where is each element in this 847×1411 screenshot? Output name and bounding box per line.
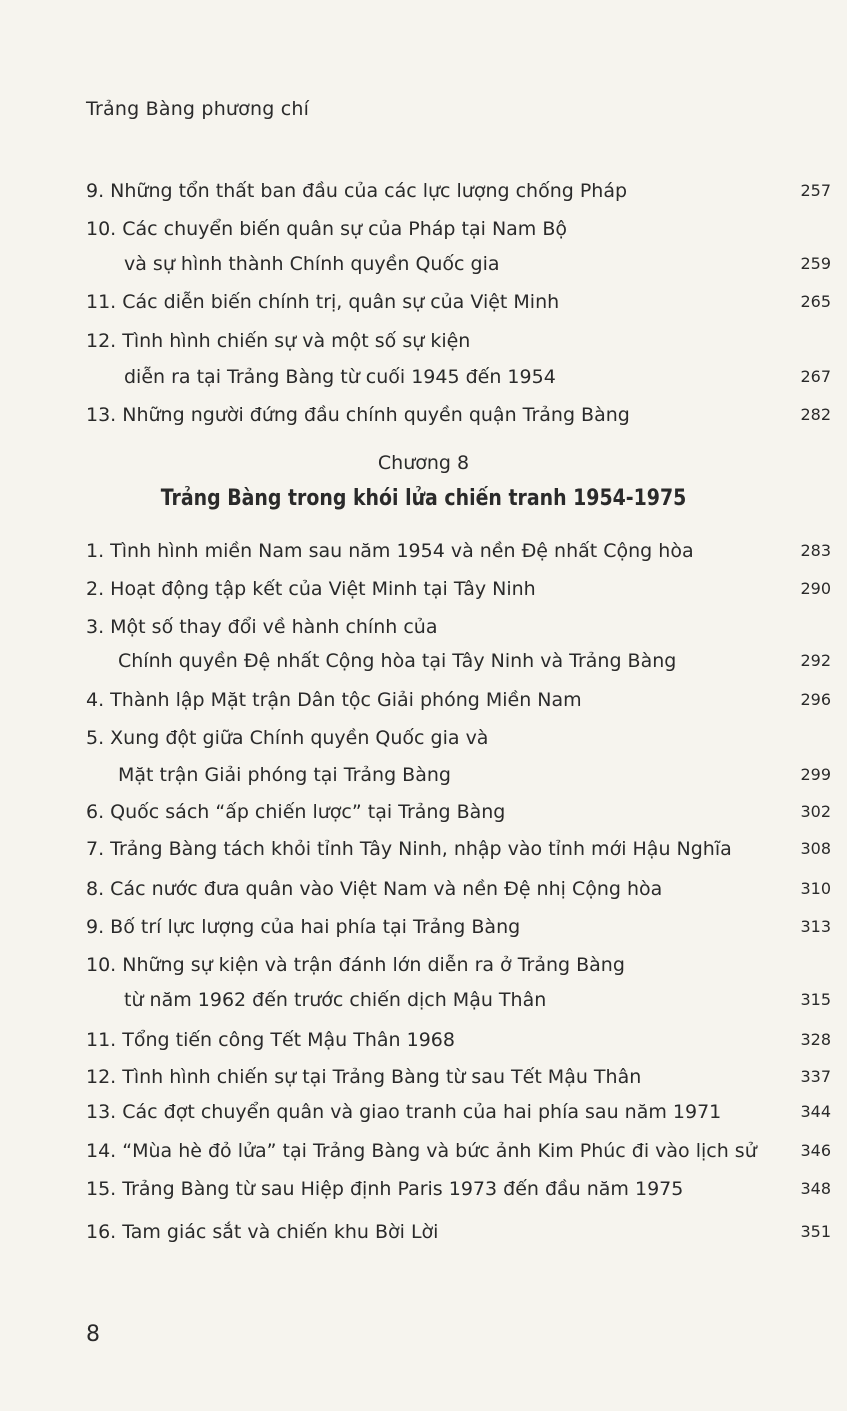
toc-entry-text: 9. Bố trí lực lượng của hai phía tại Trảng Bàng [86,916,521,938]
toc-entry-page: 344 [800,1102,831,1121]
toc-entry-page: 328 [800,1030,831,1049]
chapter-title: Trảng Bàng trong khói lửa chiến tranh 1954-1975 [160,486,687,511]
toc-entry [86,214,831,244]
toc-entry-text: từ năm 1962 đến trước chiến dịch Mậu Thân [124,989,547,1011]
toc-entry [86,249,831,279]
running-header: Trảng Bàng phương chí [86,98,310,120]
toc-entry [86,834,831,864]
toc-entry-text: 12. Tình hình chiến sự tại Trảng Bàng từ sau Tết Mậu Thân [86,1066,642,1088]
toc-entry [86,1062,831,1092]
toc-entry-text: 4. Thành lập Mặt trận Dân tộc Giải phóng Miền Nam [86,689,582,711]
toc-entry-text: diễn ra tại Trảng Bàng từ cuối 1945 đến 1954 [124,366,556,388]
toc-entry-text: 3. Một số thay đổi về hành chính của [86,616,438,638]
toc-entry [86,1136,831,1166]
toc-entry-text: Chính quyền Đệ nhất Cộng hòa tại Tây Ninh và Trảng Bàng [118,650,677,672]
toc-entry-text: 11. Các diễn biến chính trị, quân sự của Việt Minh [86,291,560,313]
toc-entry-text: 2. Hoạt động tập kết của Việt Minh tại Tây Ninh [86,578,536,600]
toc-entry-text: 16. Tam giác sắt và chiến khu Bời Lời [86,1221,439,1243]
toc-entry [86,646,831,676]
toc-entry-page: 259 [800,254,831,273]
toc-entry-page: 282 [800,405,831,424]
toc-entry-page: 315 [800,990,831,1009]
toc-entry [86,536,831,566]
chapter-number: Chương 8 [377,452,470,474]
toc-entry-page: 351 [800,1222,831,1241]
toc-entry-page: 265 [800,292,831,311]
toc-entry [86,912,831,942]
toc-entry-text: 10. Những sự kiện và trận đánh lớn diễn ra ở Trảng Bàng [86,954,625,976]
toc-entry-page: 337 [800,1067,831,1086]
toc-entry-page: 299 [800,765,831,784]
toc-entry-text: 15. Trảng Bàng từ sau Hiệp định Paris 1973 đến đầu năm 1975 [86,1178,684,1200]
toc-entry [86,1174,831,1204]
toc-entry-text: 1. Tình hình miền Nam sau năm 1954 và nền Đệ nhất Cộng hòa [86,540,694,562]
toc-entry-page: 308 [800,839,831,858]
toc-entry [86,950,831,980]
toc-entry-text: 14. “Mùa hè đỏ lửa” tại Trảng Bàng và bức ảnh Kim Phúc đi vào lịch sử [86,1140,757,1162]
toc-entry-page: 296 [800,690,831,709]
toc-entry-text: 12. Tình hình chiến sự và một số sự kiện [86,330,471,352]
toc-entry [86,874,831,904]
toc-entry-page: 302 [800,802,831,821]
toc-entry-text: 10. Các chuyển biến quân sự của Pháp tại Nam Bộ [86,218,568,240]
toc-entry-page: 290 [800,579,831,598]
toc-entry [86,362,831,392]
toc-entry-text: 9. Những tổn thất ban đầu của các lực lượng chống Pháp [86,180,628,202]
toc-entry-page: 257 [800,181,831,200]
toc-entry [86,287,831,317]
toc-entry-text: 8. Các nước đưa quân vào Việt Nam và nền Đệ nhị Cộng hòa [86,878,663,900]
toc-entry-page: 346 [800,1141,831,1160]
toc-entry [86,612,831,642]
toc-entry [86,1217,831,1247]
toc-entry-page: 267 [800,367,831,386]
toc-entry-page: 310 [800,879,831,898]
toc-entry-text: 11. Tổng tiến công Tết Mậu Thân 1968 [86,1029,455,1051]
toc-entry [86,1097,831,1127]
toc-entry [86,326,831,356]
toc-entry-text: 13. Các đợt chuyển quân và giao tranh của hai phía sau năm 1971 [86,1101,722,1123]
toc-entry [86,400,831,430]
toc-entry [86,685,831,715]
toc-entry-text: 13. Những người đứng đầu chính quyền quận Trảng Bàng [86,404,630,426]
toc-entry-text: Mặt trận Giải phóng tại Trảng Bàng [118,764,451,786]
toc-entry-text: 7. Trảng Bàng tách khỏi tỉnh Tây Ninh, nhập vào tỉnh mới Hậu Nghĩa [86,838,732,860]
toc-entry-page: 292 [800,651,831,670]
toc-entry [86,760,831,790]
toc-entry-page: 283 [800,541,831,560]
toc-entry [86,176,831,206]
toc-entry [86,985,831,1015]
toc-entry-text: và sự hình thành Chính quyền Quốc gia [124,253,500,275]
page-number: 8 [86,1322,100,1347]
toc-entry [86,797,831,827]
toc-entry-page: 313 [800,917,831,936]
toc-entry [86,723,831,753]
toc-entry-page: 348 [800,1179,831,1198]
toc-entry-text: 5. Xung đột giữa Chính quyền Quốc gia và [86,727,489,749]
toc-entry [86,574,831,604]
toc-entry [86,1025,831,1055]
toc-entry-text: 6. Quốc sách “ấp chiến lược” tại Trảng Bàng [86,801,506,823]
